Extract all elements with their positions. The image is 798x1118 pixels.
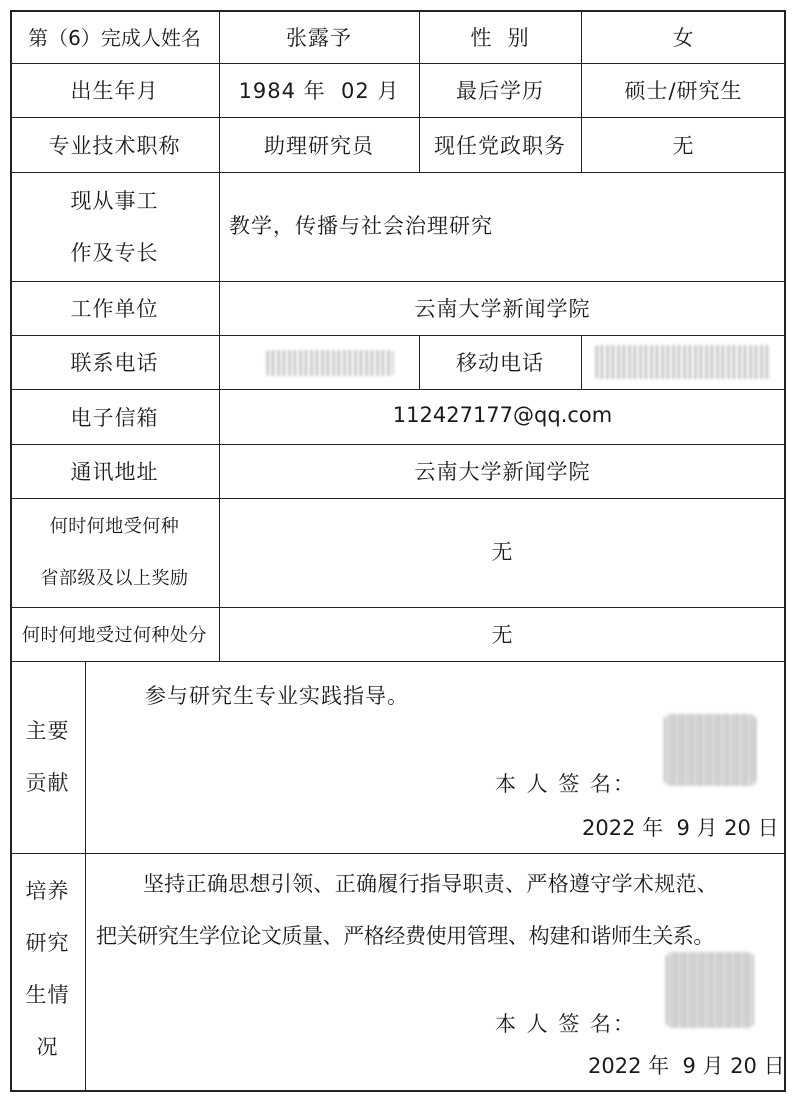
work-label-line1: 现从事工 — [70, 188, 159, 213]
training-label-line3: 生情 — [25, 983, 70, 1007]
email-value: 112427177@qq.com — [392, 403, 613, 427]
email-label: 电子信箱 — [70, 405, 159, 430]
work-label — [10, 172, 219, 281]
training-label-line4: 况 — [36, 1035, 59, 1059]
punishment-label: 何时何地受过何种处分 — [22, 625, 207, 646]
unit-value: 云南大学新闻学院 — [414, 297, 591, 321]
punishment-value: 无 — [491, 623, 514, 647]
birth-value: 1984 年 02 月 — [238, 79, 400, 103]
column-divider — [581, 335, 582, 390]
training-label-line1: 培养 — [25, 879, 70, 903]
contribution-sign-label: 本 人 签 名： — [495, 772, 637, 796]
name-value: 张露予 — [286, 25, 352, 50]
training-text-line2: 把关研究生学位论文质量、严格经费使用管理、构建和谐师生关系。 — [96, 924, 714, 948]
title-value: 助理研究员 — [264, 133, 374, 158]
name-label: 第（6）完成人姓名 — [28, 26, 201, 50]
gender-value: 女 — [672, 25, 695, 50]
mobile-label: 移动电话 — [456, 351, 544, 375]
education-value: 硕士/研究生 — [624, 79, 743, 103]
gender-label: 性 别 — [470, 25, 530, 50]
education-label: 最后学历 — [456, 79, 544, 103]
training-sign-label: 本 人 签 名： — [495, 1012, 637, 1036]
award-value: 无 — [491, 539, 514, 564]
contribution-text: 参与研究生专业实践指导。 — [145, 684, 409, 708]
post-value: 无 — [672, 133, 695, 158]
work-label-line2: 作及专长 — [70, 240, 159, 265]
unit-label: 工作单位 — [70, 297, 159, 321]
address-value: 云南大学新闻学院 — [414, 460, 591, 484]
contribution-date: 2022 年 9 月 20 日 — [582, 816, 779, 840]
contribution-label-line1: 主要 — [25, 719, 70, 743]
address-label: 通讯地址 — [70, 460, 159, 484]
signature-image — [664, 714, 756, 786]
training-label-line2: 研究 — [25, 931, 70, 955]
redacted-phone — [266, 350, 394, 376]
signature-image — [666, 952, 754, 1028]
birth-label: 出生年月 — [70, 79, 159, 103]
phone-label: 联系电话 — [70, 351, 159, 375]
award-label-line1: 何时何地受何种 — [49, 515, 180, 537]
training-text-line1: 坚持正确思想引领、正确履行指导职责、严格遵守学术规范、 — [143, 872, 719, 896]
training-label — [10, 865, 85, 1073]
redacted-mobile — [595, 345, 771, 379]
work-value: 教学，传播与社会治理研究 — [229, 213, 493, 238]
training-date: 2022 年 9 月 20 日 — [588, 1054, 785, 1078]
award-label-line2: 省部级及以上奖励 — [40, 567, 189, 589]
award-label — [10, 498, 219, 607]
title-label: 专业技术职称 — [48, 133, 181, 158]
contribution-label-line2: 贡献 — [25, 771, 70, 795]
post-label: 现任党政职务 — [434, 133, 566, 158]
contribution-label — [10, 705, 85, 809]
row-divider — [10, 853, 786, 854]
column-divider — [85, 661, 86, 1092]
row-divider — [10, 661, 786, 662]
